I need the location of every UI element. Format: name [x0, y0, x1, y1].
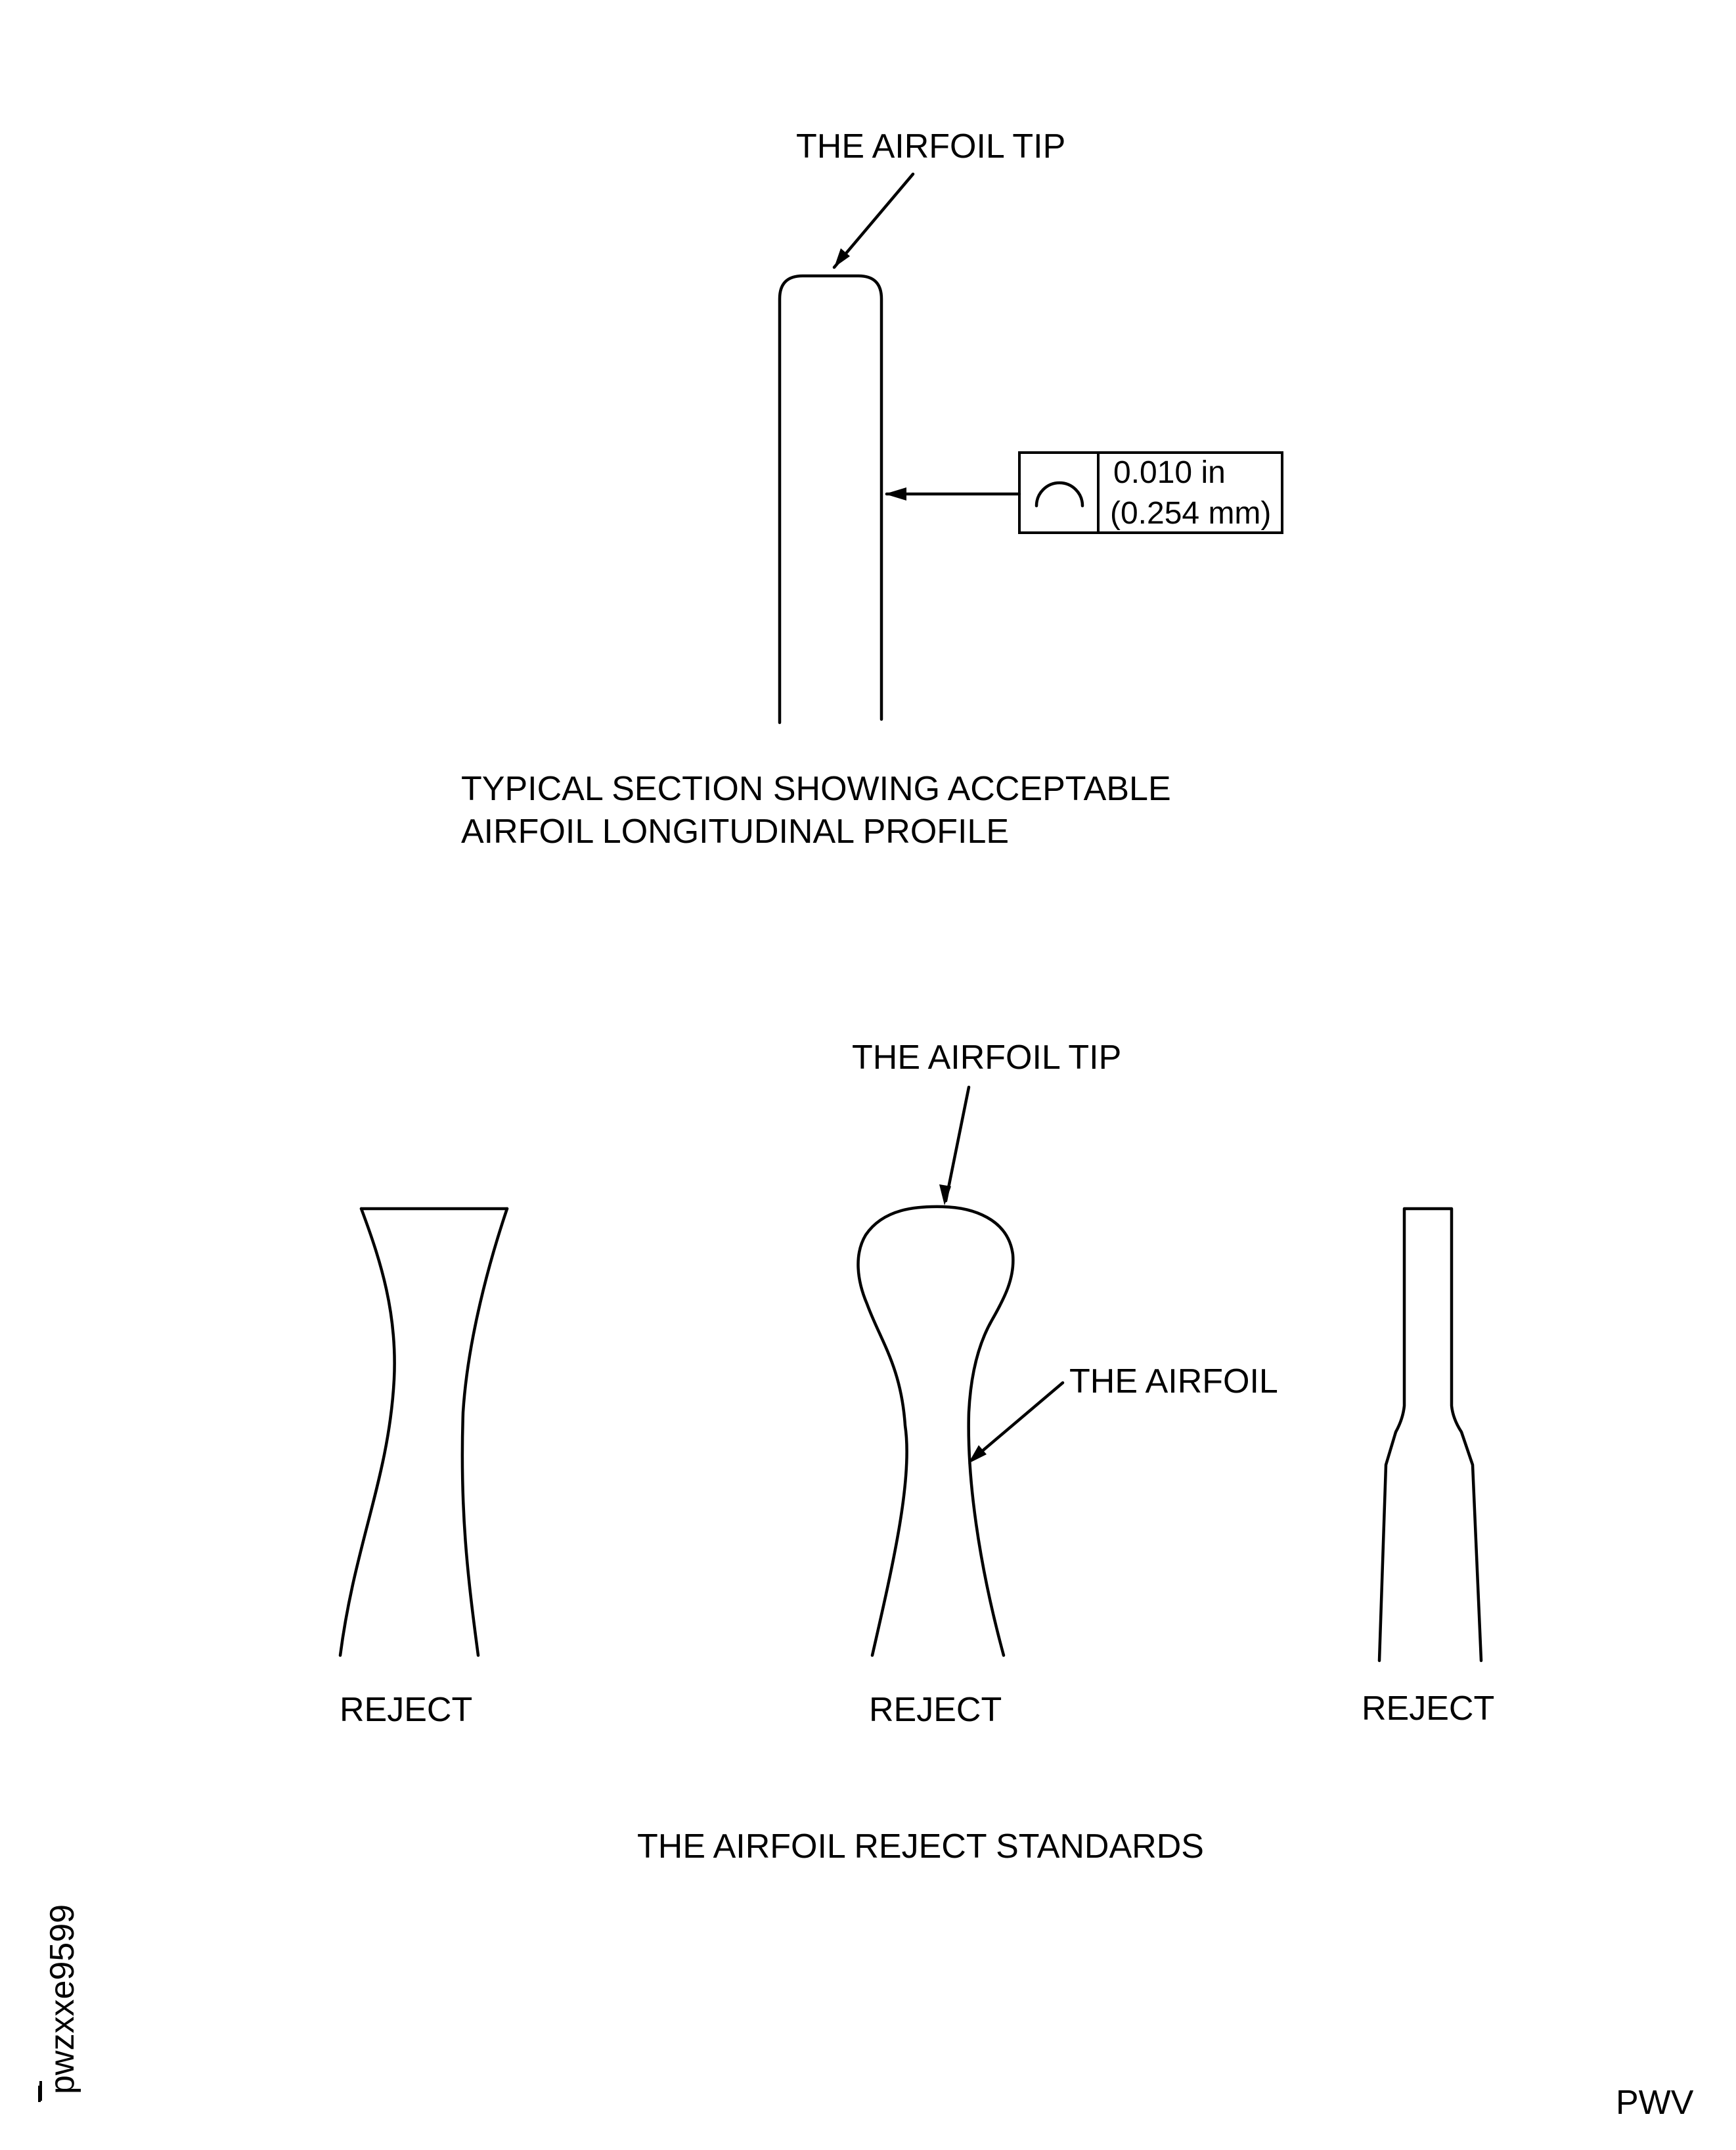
reject3-stepped-profile: [1379, 1209, 1481, 1661]
bottom-tip-leader: [946, 1087, 969, 1201]
bottom-tip-label: THE AIRFOIL TIP: [852, 1039, 1122, 1077]
profile-of-a-line-icon: [1036, 483, 1082, 506]
airfoil-leader: [972, 1383, 1063, 1460]
acceptable-airfoil-profile: [780, 276, 881, 723]
figure-id: pwzxxe9599: [43, 1904, 81, 2094]
top-tip-label: THE AIRFOIL TIP: [796, 127, 1066, 166]
reject2-bulbous-profile: [858, 1207, 1013, 1655]
tolerance-inches: 0.010 in: [1113, 455, 1226, 490]
reject-label-2: REJECT: [869, 1691, 1002, 1729]
reject-label-3: REJECT: [1362, 1690, 1495, 1728]
top-caption-line1: TYPICAL SECTION SHOWING ACCEPTABLE: [461, 770, 1171, 808]
reject-label-1: REJECT: [340, 1691, 473, 1729]
bottom-tip-arrowhead: [939, 1184, 951, 1205]
reject1-left-edge: [340, 1209, 395, 1655]
top-caption-line2: AIRFOIL LONGITUDINAL PROFILE: [461, 813, 1010, 851]
tolerance-millimeters: (0.254 mm): [1110, 496, 1272, 531]
reject1-right-edge: [462, 1209, 507, 1655]
corner-mark: PWV: [1616, 2084, 1694, 2122]
reject-standards-caption: THE AIRFOIL REJECT STANDARDS: [637, 1827, 1204, 1866]
airfoil-label: THE AIRFOIL: [1069, 1362, 1278, 1400]
tolerance-arrowhead: [885, 487, 906, 501]
